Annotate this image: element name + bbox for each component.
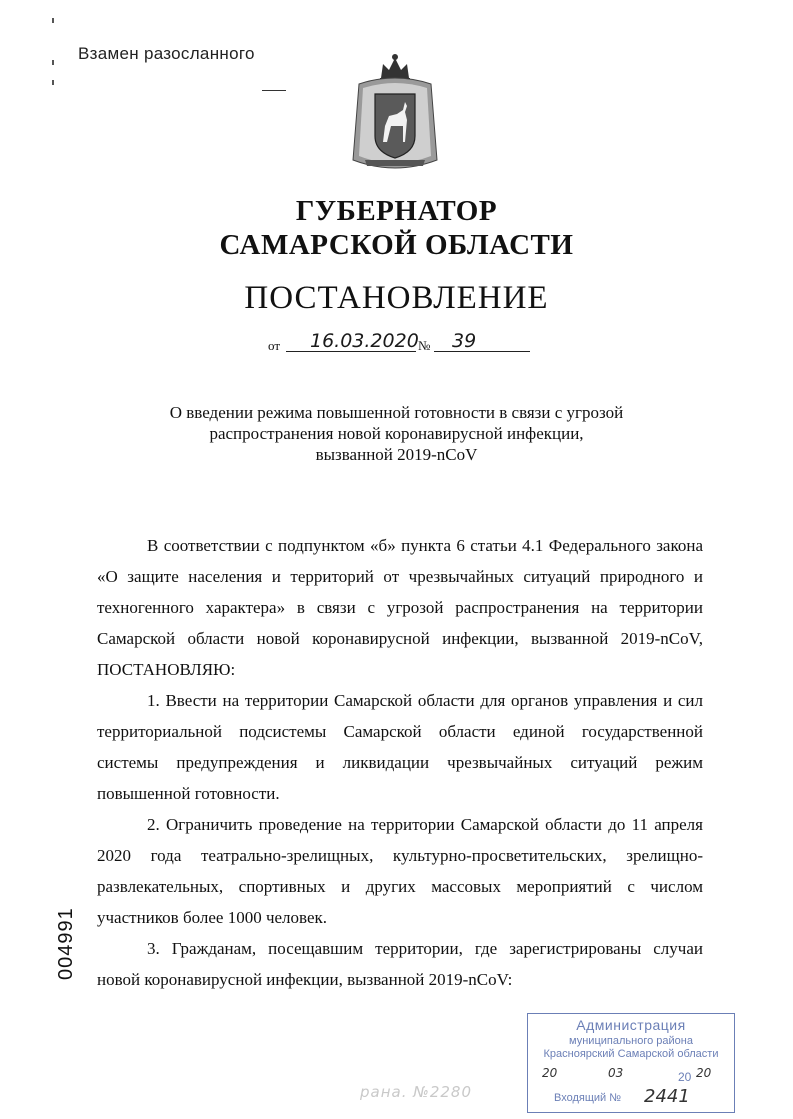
date-prefix: от <box>268 338 281 353</box>
punch-mark <box>52 80 54 85</box>
stamp-date-line <box>528 1064 734 1088</box>
number-underline <box>434 351 530 352</box>
subject-line: вызванной 2019-nCoV <box>315 445 478 464</box>
stamp-org-line3: Красноярский Самарской области <box>543 1048 719 1060</box>
stamp-year-prefix: 20 <box>678 1070 692 1084</box>
registration-stamp <box>527 1013 735 1113</box>
stamp-incoming-label: Входящий № <box>554 1092 622 1104</box>
paragraph-item-1: 1. Ввести на территории Самарской области для органов управления и сил территориальной подсистемы Самарской области единой государственной системы предупреждения и ликвидации чрезвычайных ситуаций режим повышенной готовности. <box>97 691 703 803</box>
stamp-number-line <box>528 1088 734 1110</box>
issuer-title-line1: ГУБЕРНАТОР <box>295 195 498 227</box>
date-value: 16.03.2020 <box>310 330 419 352</box>
coat-of-arms-emblem <box>345 52 445 178</box>
subject-line: распространения новой коронавирусной инфекции, <box>209 424 584 443</box>
stamp-month: 03 <box>608 1066 624 1080</box>
number-prefix: № <box>418 338 431 353</box>
date-number-row <box>268 330 538 356</box>
subject-line: О введении режима повышенной готовности в связи с угрозой <box>169 403 624 422</box>
issuer-title-line2: САМАРСКОЙ ОБЛАСТИ <box>219 229 574 261</box>
document-type: ПОСТАНОВЛЕНИЕ <box>244 280 549 316</box>
number-value: 39 <box>452 330 477 352</box>
side-serial-number: 004991 <box>55 907 77 980</box>
replacement-note: Взамен разосланного <box>78 44 255 63</box>
paragraph-item-3: 3. Гражданам, посещавшим территории, где зарегистрированы случаи новой коронавирусной инфекции, вызванной 2019-nCoV: <box>97 939 703 989</box>
stamp-incoming-number: 2441 <box>644 1086 690 1107</box>
punch-mark <box>52 18 54 23</box>
pencil-annotation: рана. №2280 <box>360 1083 473 1101</box>
paragraph-item-2: 2. Ограничить проведение на территории Самарской области до 11 апреля 2020 года театрально-зрелищных, культурно-просветительских, зрелищно-развлекательных, спортивных и других массовых мероприятий с числом участников более 1000 человек. <box>97 815 703 927</box>
stamp-org-line1: Администрация <box>576 1017 686 1033</box>
punch-mark <box>52 60 54 65</box>
stamp-day: 20 <box>542 1066 558 1080</box>
document-body <box>97 530 703 995</box>
stamp-year-suffix: 20 <box>696 1066 712 1080</box>
note-underline <box>262 90 286 91</box>
document-subject <box>0 402 793 465</box>
paragraph-preamble: В соответствии с подпунктом «б» пункта 6 статьи 4.1 Федерального закона «О защите населения и территорий от чрезвычайных ситуаций природного и техногенного характера» в связи с угрозой распространения на территории Самарской области новой коронавирусной инфекции, вызванной 2019-nCoV, ПОСТАНОВЛЯЮ: <box>97 536 703 679</box>
stamp-org-line2: муниципального района <box>569 1035 693 1047</box>
